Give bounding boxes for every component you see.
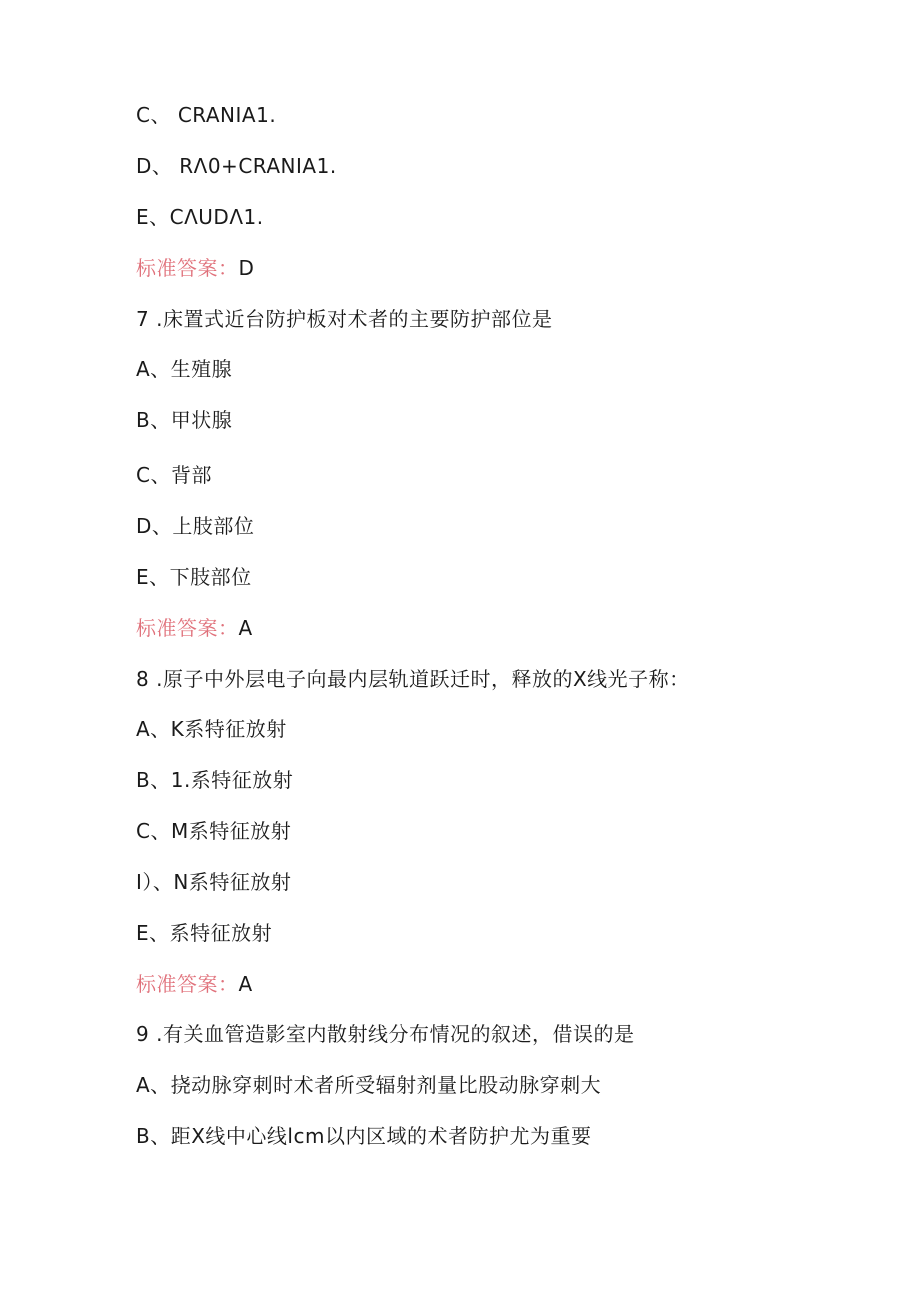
option-d: D、上肢部位 [136, 514, 255, 538]
answer-label: 标准答案： [136, 972, 239, 996]
option-e: E、下肢部位 [136, 565, 252, 589]
answer-label: 标准答案： [136, 616, 239, 640]
question-9: 9 .有关血管造影室内散射线分布情况的叙述，借误的是 [136, 1022, 635, 1046]
option-c: C、M系特征放射 [136, 819, 292, 843]
option-c: C、 CRANIA1. [136, 103, 277, 127]
option-e: E、CΛUDΛ1. [136, 205, 264, 229]
option-e: E、系特征放射 [136, 921, 273, 945]
answer-value: A [238, 972, 253, 996]
option-b: B、甲状腺 [136, 408, 233, 432]
standard-answer [136, 255, 254, 281]
standard-answer [136, 971, 253, 997]
answer-value: A [238, 616, 253, 640]
option-b: B、1.系特征放射 [136, 768, 294, 792]
option-d: I）、N系特征放射 [136, 870, 292, 894]
option-d: D、 RΛ0+CRANIA1. [136, 154, 337, 178]
question-7: 7 .床置式近台防护板对术者的主要防护部位是 [136, 307, 553, 331]
option-a: A、生殖腺 [136, 357, 233, 381]
option-c: C、背部 [136, 463, 212, 487]
answer-label: 标准答案： [136, 256, 239, 280]
answer-value: D [238, 256, 255, 280]
option-a: A、挠动脉穿刺时术者所受辐射剂量比股动脉穿刺大 [136, 1073, 602, 1097]
question-8: 8 .原子中外层电子向最内层轨道跃迁时，释放的X线光子称： [136, 667, 690, 691]
option-a: A、K系特征放射 [136, 717, 287, 741]
option-b: B、距X线中心线lcm以内区域的术者防护尤为重要 [136, 1124, 592, 1148]
standard-answer [136, 615, 253, 641]
